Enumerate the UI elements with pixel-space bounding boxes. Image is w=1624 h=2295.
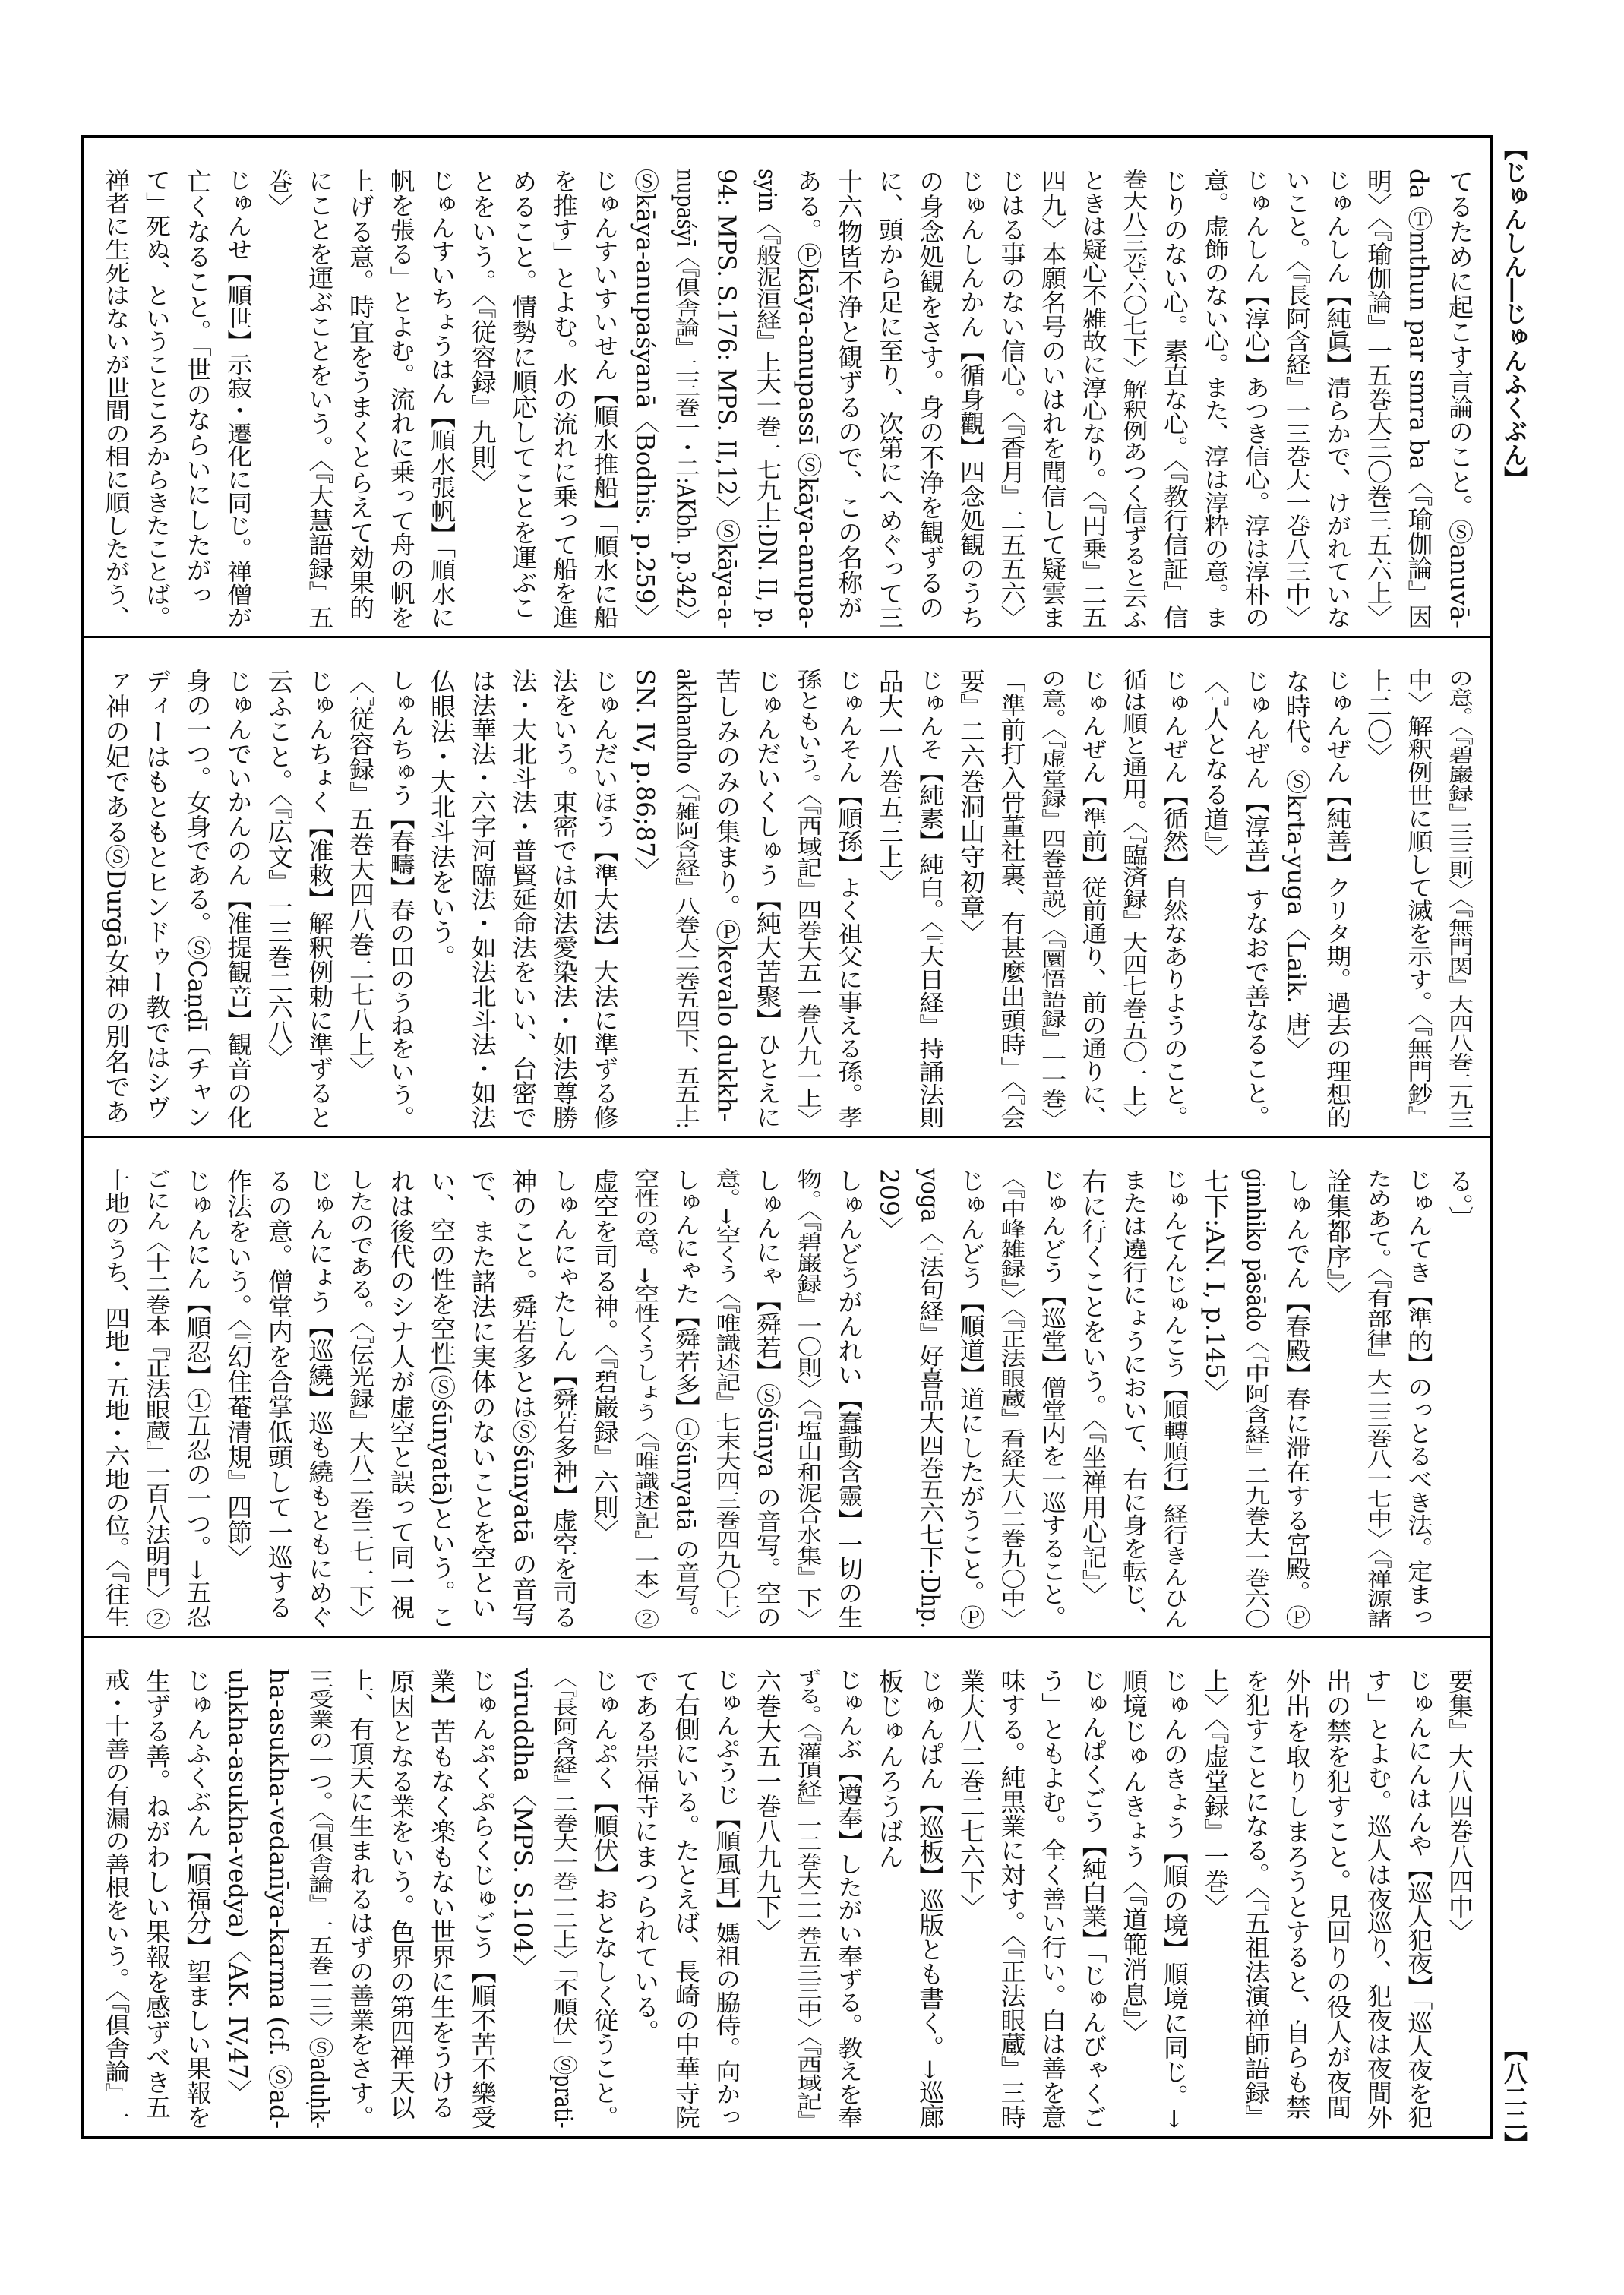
column-text: 業大八二巻二七六下〉 bbox=[956, 1668, 986, 1919]
column-text: 94: MPS. S.176: MPS. II,12〉Ⓢkāya-a- bbox=[712, 169, 742, 630]
band-divider bbox=[81, 1636, 1490, 1638]
text-column bbox=[625, 1168, 666, 1629]
text-column bbox=[1235, 1168, 1276, 1629]
text-column bbox=[950, 169, 991, 629]
text-column bbox=[706, 669, 747, 1129]
text-column bbox=[910, 669, 951, 1129]
column-text: 禅者に生死はないが世間の相に順したがう、 bbox=[101, 169, 131, 629]
text-column bbox=[1357, 1168, 1398, 1629]
column-text: 意。→空くう〈『唯識述記』七末大四三巻四九〇上〉 bbox=[712, 1168, 742, 1630]
column-text: 物。〈『碧巌録』一〇則〉〈『塩山和泥合水集』下〉 bbox=[793, 1168, 823, 1630]
text-column bbox=[1114, 169, 1155, 629]
text-column bbox=[788, 169, 829, 629]
text-column bbox=[543, 1168, 584, 1629]
column-text: 原因となる業をいう。色界の第四禅天以 bbox=[386, 1668, 416, 2120]
text-column bbox=[910, 1668, 951, 2129]
column-text: じゅんてんじゅんこう【順轉順行】経行きんひん bbox=[1159, 1168, 1190, 1630]
column-text: じゅんすいちょうはん【順水張帆】「順水に bbox=[427, 169, 457, 630]
column-text: じゅんぶ【遵奉】したがい奉ずる。教えを奉 bbox=[834, 1668, 864, 2129]
text-column bbox=[747, 669, 788, 1129]
text-column bbox=[177, 669, 218, 1129]
text-column bbox=[1073, 1168, 1114, 1629]
text-column bbox=[177, 1168, 218, 1629]
column-text: れは後代のシナ人が虚空と誤って同一視 bbox=[386, 1168, 416, 1620]
text-column bbox=[177, 1668, 218, 2129]
text-column bbox=[218, 1668, 259, 2129]
text-column bbox=[1195, 669, 1236, 1129]
column-text: 上〉〈『虚堂録』一巻〉 bbox=[1200, 1668, 1231, 1919]
column-text: を推す」とよむ。水の流れに乗って船を進 bbox=[548, 169, 579, 630]
column-text: じゅんぷくぷらくじゅごう【順不苦不樂受 bbox=[467, 1668, 498, 2129]
text-column bbox=[625, 669, 666, 1129]
column-text: である崇福寺にまつられている。 bbox=[630, 1668, 661, 2044]
text-column bbox=[462, 669, 503, 1129]
column-text: じゅんどう【巡堂】僧堂内を一巡すること。 bbox=[1038, 1168, 1068, 1629]
column-text: じゅんしん【淳心】あつき信心。淳は淳朴の bbox=[1241, 169, 1272, 629]
text-column bbox=[706, 169, 747, 629]
text-column bbox=[747, 1168, 788, 1629]
text-column bbox=[1073, 669, 1114, 1129]
column-text: の身念処観をさす。身の不浄を観ずるの bbox=[915, 169, 946, 620]
column-text: akkhandho〈『雑阿含経』八巻大二巻五四下、五五上: bbox=[671, 669, 701, 1129]
column-text: じゅんすいすいせん【順水推船】「順水に船 bbox=[589, 169, 620, 630]
text-column bbox=[381, 169, 422, 629]
text-column bbox=[1398, 669, 1439, 1129]
column-text: 作法をいう。〈『幻住菴清規』四節〉 bbox=[223, 1168, 254, 1570]
text-column bbox=[258, 1668, 299, 2129]
column-text: 神のこと。舜若多とはⓈśūnyatā の音写 bbox=[508, 1168, 539, 1627]
text-column bbox=[991, 1168, 1032, 1629]
text-column bbox=[340, 1668, 381, 2129]
text-column bbox=[96, 669, 137, 1129]
column-text: 生ずる善。ねがわしい果報を感ずべき五 bbox=[142, 1668, 172, 2120]
column-text: 虚空を司る神。〈『碧巌録』六則〉 bbox=[589, 1168, 620, 1544]
text-column bbox=[1357, 1668, 1398, 2129]
text-column bbox=[462, 1168, 503, 1629]
text-column bbox=[788, 1168, 829, 1629]
text-column bbox=[381, 1668, 422, 2129]
column-text: gimhiko pāsādo〈『中阿含経』二九巻大一巻六〇 bbox=[1241, 1168, 1272, 1630]
text-column bbox=[218, 169, 259, 629]
column-text: 十六物皆不浄と観ずるので、この名称が bbox=[834, 169, 864, 620]
column-text: 明〉〈『瑜伽論』一五巻大三〇巻三五六上〉 bbox=[1363, 169, 1393, 630]
column-text: じゅんぱん【巡板】巡版とも書く。→巡廊 bbox=[915, 1668, 946, 2129]
text-column bbox=[1114, 1668, 1155, 2129]
text-column bbox=[422, 1668, 463, 2129]
text-column bbox=[1276, 169, 1317, 629]
text-column bbox=[788, 669, 829, 1129]
text-column bbox=[829, 1668, 870, 2129]
column-text: しゅんちゅう【春疇】春の田のうねをいう。 bbox=[386, 669, 416, 1129]
column-text: な時代。Ⓢkrta-yuga〈Laik. 唐〉 bbox=[1281, 669, 1312, 1062]
text-column bbox=[747, 169, 788, 629]
text-column bbox=[1317, 1668, 1358, 2129]
column-text: じゅんぜん【循然】自然なありようのこと。 bbox=[1159, 669, 1190, 1129]
text-column bbox=[1276, 1668, 1317, 2129]
column-text: Ⓢkāya-anupaśyanā〈Bodhis. p.259〉 bbox=[630, 169, 661, 629]
text-column bbox=[1032, 1668, 1073, 2129]
column-text: 法をいう。東密では如法愛染法・如法尊勝 bbox=[548, 669, 579, 1130]
text-column bbox=[1317, 669, 1358, 1129]
column-text: ごにん〈十二巻本『正法眼蔵』一百八法明門〉② bbox=[142, 1168, 172, 1630]
column-text: ァ神の妃であるⓈDurgā女神の別名であ bbox=[101, 669, 131, 1124]
dictionary-band-4 bbox=[90, 1668, 1480, 2129]
text-column bbox=[869, 169, 910, 629]
column-text: または遶行にょうにおいて、右に身を転じ、 bbox=[1119, 1168, 1149, 1629]
text-column bbox=[340, 1168, 381, 1629]
text-column bbox=[991, 169, 1032, 629]
column-text: yoga〈『法句経』好喜品大四巻五六七下:Dhp. bbox=[915, 1168, 946, 1630]
column-text: じゅんぷく【順伏】おとなしく従うこと。 bbox=[589, 1668, 620, 2129]
column-text: 〈『長阿含経』二巻大一巻一二上〉「不順伏」Ⓢprati- bbox=[548, 1668, 579, 2129]
text-column bbox=[829, 169, 870, 629]
text-column bbox=[747, 1668, 788, 2129]
text-column bbox=[462, 1668, 503, 2129]
text-column bbox=[665, 669, 706, 1129]
text-column bbox=[1317, 1168, 1358, 1629]
text-column bbox=[340, 669, 381, 1129]
text-column bbox=[299, 1168, 340, 1629]
text-column bbox=[1154, 169, 1195, 629]
column-text: で、また諸法に実体のないことを空とい bbox=[467, 1168, 498, 1620]
column-text: ha-asukha-vedanīya-karma (cf. Ⓢad- bbox=[264, 1668, 294, 2129]
column-text: じゅんぜん【純善】クリタ期。過去の理想的 bbox=[1322, 669, 1353, 1129]
text-column bbox=[1357, 669, 1398, 1129]
text-column bbox=[1439, 1168, 1480, 1629]
text-column bbox=[96, 1168, 137, 1629]
column-text: る。〕 bbox=[1445, 1168, 1474, 1231]
column-text: しゅんにゃ【舜若】Ⓢśūnya の音写。空の bbox=[752, 1168, 782, 1629]
text-column bbox=[1317, 169, 1358, 629]
column-text: ときは疑心不雑故に淳心なり。〈『円乗』二五 bbox=[1078, 169, 1108, 629]
text-column bbox=[706, 1668, 747, 2129]
text-column bbox=[1032, 169, 1073, 629]
text-column bbox=[950, 669, 991, 1129]
column-text: じゅんしんかん【循身觀】四念処観のうち bbox=[956, 169, 986, 630]
text-column bbox=[299, 669, 340, 1129]
column-text: ためあて。〈『有部律』大二三巻八一七中〉〈『禅源諸 bbox=[1363, 1168, 1393, 1629]
column-text: 孫ともいう。〈『西域記』四巻大五一巻八九一上〉 bbox=[793, 669, 823, 1130]
band-divider bbox=[81, 1136, 1490, 1138]
column-text: nupaśyī〈『倶舎論』二三巻一・二:AKbh. p.342〉 bbox=[671, 169, 701, 630]
column-text: にことを運ぶことをいう。〈『大慧語録』五 bbox=[305, 169, 335, 630]
column-text: い、空の性を空性(Ⓢśūnyatā)という。こ bbox=[427, 1168, 457, 1630]
column-text: てるために起こす言論のこと。Ⓢanuvā- bbox=[1445, 169, 1474, 630]
column-text: 要集』大八四巻八四中〉 bbox=[1445, 1668, 1474, 1944]
column-text: じゅんぱくごう【純白業】「じゅんびゃくご bbox=[1078, 1668, 1108, 2129]
column-text: 出の禁を犯すこと。見回りの役人が夜間 bbox=[1322, 1668, 1353, 2120]
column-text: て右側にいる。たとえば、長崎の中華寺院 bbox=[671, 1668, 701, 2129]
text-column bbox=[503, 1668, 544, 2129]
text-column bbox=[1235, 669, 1276, 1129]
text-column bbox=[1154, 1668, 1195, 2129]
text-column bbox=[910, 169, 951, 629]
column-text: uḥkha-asukha-vedya)〈AK. IV,47〉 bbox=[223, 1668, 254, 2105]
column-text: じゅんどう【順道】道にしたがうこと。Ⓟ bbox=[956, 1168, 986, 1630]
column-text: 十地のうち、四地・五地・六地の位。〈『往生 bbox=[101, 1168, 131, 1629]
column-text: したのである。〈『伝光録』大八二巻三七一下〉 bbox=[345, 1168, 375, 1629]
column-text: 〈『従容録』五巻大四八巻二七八上〉 bbox=[345, 669, 375, 1083]
column-text: 外出を取りしまろうとすると、自らも禁 bbox=[1281, 1668, 1312, 2120]
text-column bbox=[1439, 1668, 1480, 2129]
text-column bbox=[584, 669, 625, 1129]
text-column bbox=[1235, 1668, 1276, 2129]
text-column bbox=[136, 1168, 177, 1629]
text-column bbox=[503, 669, 544, 1129]
column-text: syin〈『般泥洹経』上大一巻一七九上:DN. II, p. bbox=[752, 169, 782, 630]
column-text: じゅんにんはんや【巡人犯夜】「巡人夜を犯 bbox=[1404, 1668, 1434, 2129]
running-head: 【じゅんしん―じゅんふくぶん】 bbox=[1499, 137, 1527, 490]
column-text: 四九〉本願名号のいはれを聞信して疑雲ま bbox=[1038, 169, 1068, 630]
text-column bbox=[258, 669, 299, 1129]
text-column bbox=[543, 169, 584, 629]
text-column bbox=[1032, 1168, 1073, 1629]
text-column bbox=[1398, 169, 1439, 629]
column-text: じりのない心。素直な心。〈『教行信証』信 bbox=[1159, 169, 1190, 630]
column-text: じゅんだいほう【準大法】大法に準ずる修 bbox=[589, 669, 620, 1130]
text-column bbox=[1154, 1168, 1195, 1629]
text-column bbox=[584, 1168, 625, 1629]
text-column bbox=[1114, 1168, 1155, 1629]
column-text: るの意。僧堂内を合掌低頭して一巡する bbox=[264, 1168, 294, 1620]
column-text: じゅんせ【順世】示寂・遷化に同じ。禅僧が bbox=[223, 169, 254, 629]
text-column bbox=[96, 1668, 137, 2129]
band-divider bbox=[81, 636, 1490, 638]
text-column bbox=[1195, 169, 1236, 629]
column-text: いこと。〈『長阿含経』一三巻大一巻八三中〉 bbox=[1281, 169, 1312, 629]
dictionary-band-2 bbox=[90, 669, 1480, 1129]
text-column bbox=[584, 169, 625, 629]
text-column bbox=[136, 669, 177, 1129]
column-text: 六巻大五一巻八九九下〉 bbox=[752, 1668, 782, 1944]
column-text: 亡くなること。「世のならいにしたがっ bbox=[182, 169, 213, 608]
text-column bbox=[1195, 1168, 1236, 1629]
column-text: 順境じゅんきょう〈『道範消息』〉 bbox=[1119, 1668, 1149, 2044]
text-column bbox=[218, 1168, 259, 1629]
text-column bbox=[422, 669, 463, 1129]
column-text: 上、有頂天に生まれるはずの善業をさす。 bbox=[345, 1668, 375, 2129]
column-text: 意。虚飾のない心。また、淳は淳粋の意。ま bbox=[1200, 169, 1231, 629]
text-column bbox=[136, 169, 177, 629]
column-text: 苦しみのみの集まり。Ⓟkevalo dukkh- bbox=[712, 669, 742, 1122]
text-column bbox=[543, 669, 584, 1129]
column-text: 巻大八三巻六〇七下〉解釈例あつく信ずると云ふ bbox=[1119, 169, 1149, 630]
column-text: SN. IV, p.86;87〉 bbox=[630, 669, 661, 884]
column-text: ずる。〈『灌頂経』一二巻大二一巻五三三中〉〈『西域記』 bbox=[793, 1668, 823, 2129]
column-text: 巻〉 bbox=[264, 169, 294, 219]
text-column bbox=[462, 169, 503, 629]
text-column bbox=[503, 169, 544, 629]
column-text: 209〉 bbox=[874, 1168, 905, 1241]
column-text: じゅんだいくしゅう【純大苦聚】ひとえに bbox=[752, 669, 782, 1130]
text-column bbox=[258, 169, 299, 629]
text-column bbox=[1235, 169, 1276, 629]
column-text: しゅんどうがんれい【蠢動含靈】一切の生 bbox=[834, 1168, 864, 1630]
text-column bbox=[381, 669, 422, 1129]
text-column bbox=[625, 169, 666, 629]
text-column bbox=[665, 169, 706, 629]
column-text: ディーはもともとヒンドゥー教ではシヴ bbox=[142, 669, 172, 1120]
column-text: 三受業の一つ。〈『倶舎論』一五巻一三〉Ⓢaduḥk- bbox=[305, 1668, 335, 2129]
column-text: da Ⓣmthun par smra ba〈『瑜伽論』因 bbox=[1404, 169, 1434, 629]
column-text: じゅんしん【純眞】清らかで、けがれていな bbox=[1322, 169, 1353, 629]
text-column bbox=[950, 1168, 991, 1629]
column-text: じゅんぜん【淳善】すなおで善なること。 bbox=[1241, 669, 1272, 1130]
column-text: は法華法・六字河臨法・如法北斗法・如法 bbox=[467, 669, 498, 1130]
column-text: じゅんにん【順忍】①五忍の一つ。→五忍 bbox=[182, 1168, 213, 1630]
text-column bbox=[706, 1168, 747, 1629]
text-column bbox=[991, 669, 1032, 1129]
text-column bbox=[299, 1668, 340, 2129]
text-column bbox=[950, 1668, 991, 2129]
column-text: 云ふこと。〈『広文』一三巻二六八〉 bbox=[264, 669, 294, 1070]
text-column bbox=[136, 1668, 177, 2129]
column-text: 〈『人となる道』〉 bbox=[1200, 669, 1231, 869]
column-text: 身の一つ。女身である。ⓈCaṇḍī〔チャン bbox=[182, 669, 213, 1129]
text-column bbox=[1276, 1168, 1317, 1629]
text-column bbox=[340, 169, 381, 629]
text-column bbox=[625, 1668, 666, 2129]
column-text: じゅんてき【準的】のっとるべき法。定まっ bbox=[1404, 1168, 1434, 1629]
text-column bbox=[1195, 1668, 1236, 2129]
column-text: 空性の意。→空性くうしょう〈『唯識述記』一本〉② bbox=[630, 1168, 661, 1630]
text-column bbox=[96, 169, 137, 629]
column-text: viruddha〈MPS. S.104〉 bbox=[508, 1668, 539, 1979]
text-column bbox=[503, 1168, 544, 1629]
column-text: じゅんでいかんのん【准提観音】観音の化 bbox=[223, 669, 254, 1130]
text-column bbox=[543, 1668, 584, 2129]
text-column bbox=[1154, 669, 1195, 1129]
column-text: 要』二六巻洞山守初章〉 bbox=[956, 669, 986, 944]
column-text: じゅんそん【順孫】よく祖父に事える孫。孝 bbox=[834, 669, 864, 1129]
column-text: 仏眼法・大北斗法をいう。 bbox=[427, 669, 457, 969]
column-text: 循は順と通用。〈『臨済録』大四七巻五〇一上〉 bbox=[1119, 669, 1149, 1129]
column-text: めること。情勢に順応してことを運ぶこ bbox=[508, 169, 539, 620]
text-column bbox=[1439, 669, 1480, 1129]
column-text: しゅんでん【春殿】春に滞在する宮殿。Ⓟ bbox=[1281, 1168, 1312, 1630]
page-number: 【八二二】 bbox=[1499, 2037, 1527, 2155]
column-text: じゅんぜん【準前】従前通り、前の通りに、 bbox=[1078, 669, 1108, 1129]
column-text: の意。〈『虚堂録』四巻普説〉〈『圜悟語録』一一巻〉 bbox=[1038, 669, 1068, 1129]
column-text: て」死ぬ、ということころからきたことば。 bbox=[142, 169, 172, 629]
column-text: じゅんぷうじ【順風耳】媽祖の脇侍。向かっ bbox=[712, 1668, 742, 2129]
text-column bbox=[1073, 169, 1114, 629]
dictionary-band-1 bbox=[90, 169, 1480, 629]
text-column bbox=[258, 1168, 299, 1629]
column-text: じはる事のない信心。〈『香月』二五五六〉 bbox=[997, 169, 1027, 630]
text-column bbox=[177, 169, 218, 629]
column-text: 品大一八巻五三上〉 bbox=[874, 669, 905, 894]
column-text: 「準前打入骨董社裏、有甚麼出頭時」〈『会 bbox=[997, 669, 1027, 1130]
text-column bbox=[299, 169, 340, 629]
text-column bbox=[1276, 669, 1317, 1129]
text-column bbox=[1357, 169, 1398, 629]
text-column bbox=[1114, 669, 1155, 1129]
text-column bbox=[218, 669, 259, 1129]
text-column bbox=[1032, 669, 1073, 1129]
text-column bbox=[869, 1668, 910, 2129]
column-text: じゅんのきょう【順の境】順境に同じ。→ bbox=[1159, 1668, 1190, 2129]
column-text: の意。〈『碧巌録』三三則〉〈『無門関』大四八巻二九三 bbox=[1445, 669, 1474, 1129]
column-text: じゅんそ【純素】純白。〈『大日経』持誦法則 bbox=[915, 669, 946, 1129]
column-text: 中〉解釈例世に順して滅を示す。〈『無門鈔』 bbox=[1404, 669, 1434, 1129]
column-text: 板じゅんろうばん bbox=[874, 1668, 905, 1869]
text-column bbox=[1398, 1668, 1439, 2129]
column-text: とをいう。〈『従容録』九則〉 bbox=[467, 169, 498, 495]
text-column bbox=[1439, 169, 1480, 629]
text-column bbox=[665, 1168, 706, 1629]
text-column bbox=[381, 1168, 422, 1629]
text-column bbox=[829, 1168, 870, 1629]
column-text: しゅんにゃた【舜若多】①śūnyatā の音写。 bbox=[671, 1168, 701, 1630]
column-text: 戒・十善の有漏の善根をいう。〈『倶舎論』一 bbox=[101, 1668, 131, 2129]
text-column bbox=[1073, 1668, 1114, 2129]
text-column bbox=[1398, 1168, 1439, 1629]
text-column bbox=[584, 1668, 625, 2129]
column-text: 帆を張る」とよむ。流れに乗って舟の帆を bbox=[386, 169, 416, 630]
column-text: 詮集都序』〉 bbox=[1322, 1168, 1353, 1307]
text-column bbox=[910, 1168, 951, 1629]
text-column bbox=[788, 1668, 829, 2129]
dictionary-band-3 bbox=[90, 1168, 1480, 1629]
text-column bbox=[422, 169, 463, 629]
column-text: じゅんふくぶん【順福分】望ましい果報を bbox=[182, 1668, 213, 2129]
column-text: に、頭から足に至り、次第にへめぐって三 bbox=[874, 169, 905, 630]
text-column bbox=[422, 1168, 463, 1629]
text-column bbox=[665, 1668, 706, 2129]
text-column bbox=[869, 669, 910, 1129]
text-column bbox=[869, 1168, 910, 1629]
column-text: 右に行くことをいう。〈『坐禅用心記』〉 bbox=[1078, 1168, 1108, 1607]
column-text: しゅんにゃたしん【舜若多神】虚空を司る bbox=[548, 1168, 579, 1630]
column-text: 上げる意。時宜をうまくとらえて効果的 bbox=[345, 169, 375, 620]
column-text: ある。Ⓟkāya-anupassī Ⓢkāya-anupa- bbox=[793, 169, 823, 630]
text-column bbox=[991, 1668, 1032, 2129]
column-text: 上二〇〉 bbox=[1363, 669, 1393, 769]
column-text: 〈『中峰雑録』〉〈『正法眼蔵』看経大八二巻九〇中〉 bbox=[997, 1168, 1027, 1629]
column-text: じゅんにょう【巡繞】巡も繞もともにめぐ bbox=[305, 1168, 335, 1630]
column-text: う」ともよむ。全く善い行い。白は善を意 bbox=[1038, 1668, 1068, 2129]
column-text: を犯すことになる。〈『五祖法演禅師語録』 bbox=[1241, 1668, 1272, 2129]
column-text: 法・大北斗法・普賢延命法をいい、台密で bbox=[508, 669, 539, 1130]
text-column bbox=[829, 669, 870, 1129]
column-text: 七下:AN. I, p.145〉 bbox=[1200, 1168, 1231, 1405]
column-text: 味する。純黒業に対す。〈『正法眼蔵』三時 bbox=[997, 1668, 1027, 2129]
column-text: じゅんちょく【准敕】解釈例勅に準ずると bbox=[305, 669, 335, 1130]
column-text: す」とよむ。巡人は夜巡り、犯夜は夜間外 bbox=[1363, 1668, 1393, 2129]
column-text: 業】苦もなく楽もない世界に生をうける bbox=[427, 1668, 457, 2120]
